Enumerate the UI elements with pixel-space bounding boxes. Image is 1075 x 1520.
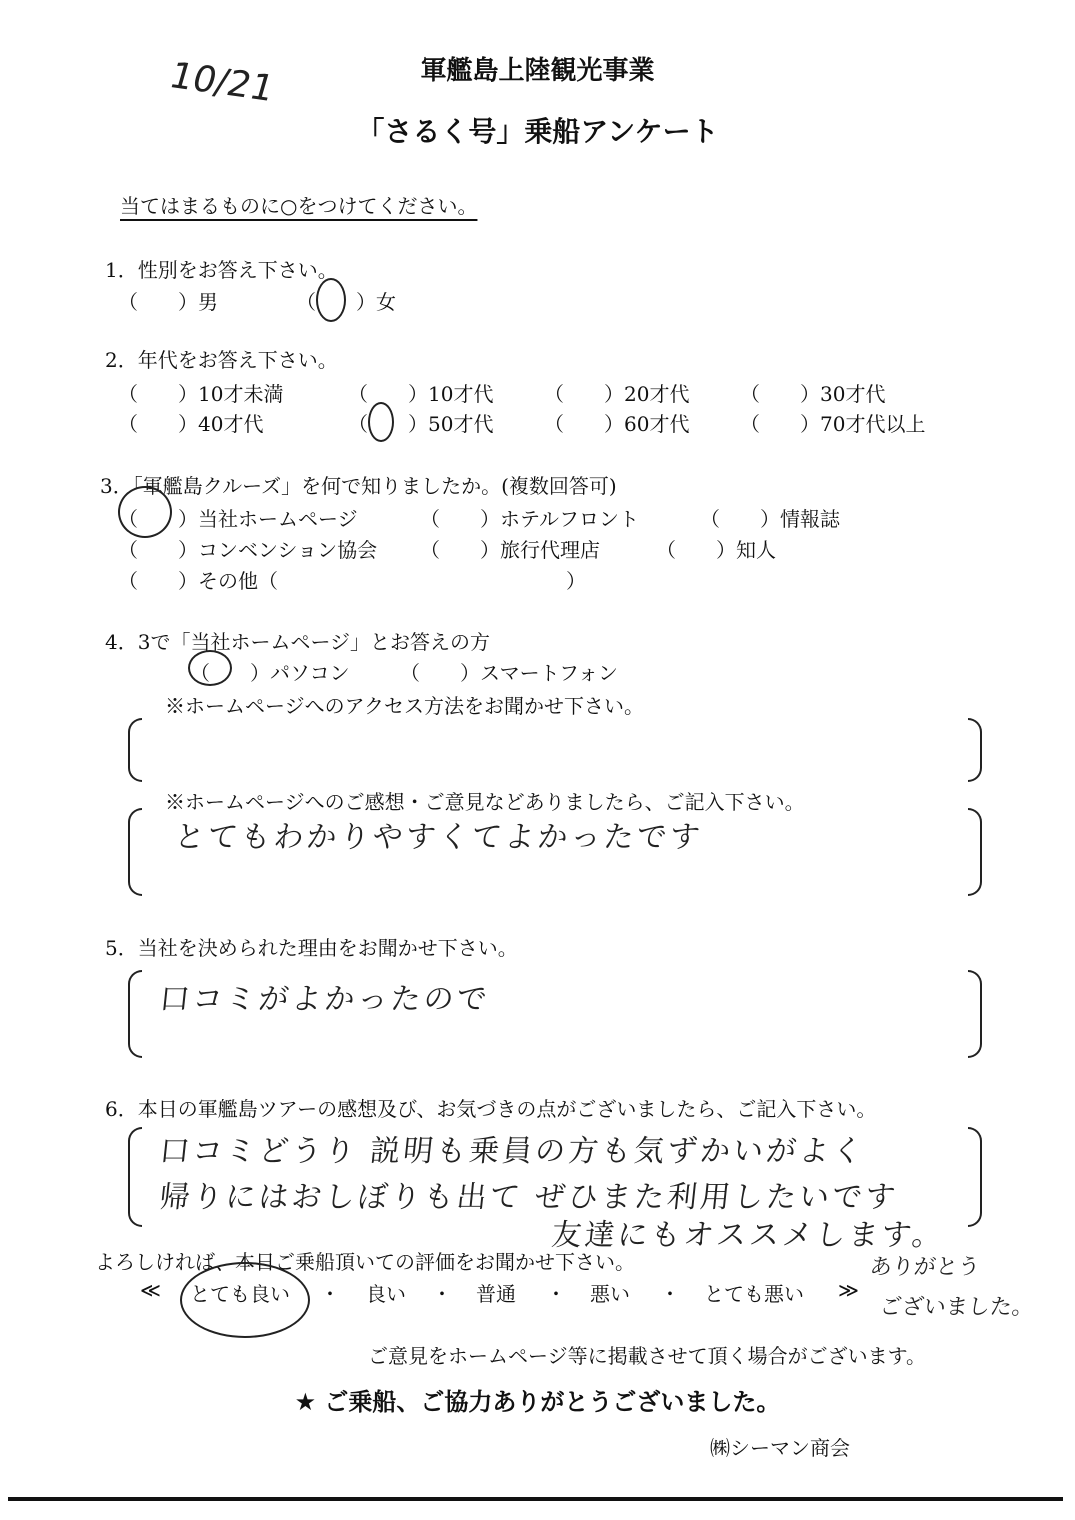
answer-circle-mark: [188, 650, 232, 686]
q6-question: 6．本日の軍艦島ツアーの感想及び、お気づきの点がございましたら、ご記入下さい。: [105, 1097, 877, 1121]
survey-subtitle: 「さるく号」乗船アンケート: [356, 115, 719, 148]
q4-feedback-prompt: ※ホームページへのご感想・ご意見などありましたら、ご記入下さい。: [165, 790, 805, 814]
q2-option-30s[interactable]: （ ）30才代: [740, 382, 886, 406]
footer-thanks: ★ ご乗船、ご協力ありがとうございました。: [294, 1388, 781, 1416]
company-name: ㈱シーマン商会: [710, 1436, 850, 1460]
handwritten-thanks: ありがとう: [868, 1255, 982, 1280]
q5-answer[interactable]: 口コミがよかったので: [157, 982, 492, 1017]
q3-option-homepage[interactable]: （ ）当社ホームページ: [118, 507, 358, 531]
q3-question: 3．「軍艦島クルーズ」を何で知りましたか。(複数回答可): [100, 474, 617, 498]
answer-box-left: [128, 970, 142, 1058]
q4-access-prompt: ※ホームページへのアクセス方法をお聞かせ下さい。: [165, 694, 644, 718]
q4-feedback-answer[interactable]: とてもわかりやすくてよかったです: [172, 820, 705, 855]
handwritten-thanks: ございました。: [878, 1295, 1036, 1320]
answer-box-left: [128, 718, 142, 782]
answer-circle-mark: [180, 1262, 310, 1338]
q1-option-male[interactable]: （ ）男: [118, 290, 218, 314]
rating-close-bracket: ≫: [838, 1278, 859, 1302]
q6-answer-line[interactable]: 帰りにはおしぼりも出て ぜひまた利用したいです: [157, 1180, 901, 1215]
q2-option-60s[interactable]: （ ）60才代: [544, 412, 690, 436]
answer-box-right: [968, 970, 982, 1058]
rating-separator: ・: [660, 1282, 680, 1306]
q3-option-other[interactable]: （ ）その他（: [118, 569, 278, 593]
q2-option-40s[interactable]: （ ）40才代: [118, 412, 264, 436]
answer-box-right: [968, 718, 982, 782]
q5-question: 5．当社を決められた理由をお聞かせ下さい。: [105, 936, 518, 960]
q3-option-acquaintance[interactable]: （ ）知人: [656, 538, 776, 562]
rating-option-very-good[interactable]: とても良い: [190, 1282, 290, 1306]
q2-option-20s[interactable]: （ ）20才代: [544, 382, 690, 406]
answer-circle-mark: [316, 278, 346, 322]
publication-notice: ご意見をホームページ等に掲載させて頂く場合がございます。: [368, 1344, 926, 1368]
q2-question: 2．年代をお答え下さい。: [105, 348, 338, 372]
answer-circle-mark: [118, 486, 172, 538]
answer-circle-mark: [368, 402, 394, 442]
rating-option-average[interactable]: 普通: [476, 1282, 516, 1306]
rating-prompt: よろしければ、本日ご乗船頂いての評価をお聞かせ下さい。: [95, 1250, 635, 1274]
q2-option-70plus[interactable]: （ ）70才代以上: [740, 412, 926, 436]
q1-option-female[interactable]: （ ）女: [296, 290, 396, 314]
answer-box-left: [128, 808, 142, 896]
q2-option-50s[interactable]: （ ）50才代: [348, 412, 494, 436]
bottom-rule: [8, 1497, 1063, 1501]
instruction-text: 当てはまるものに○をつけてください。: [120, 194, 478, 218]
q4-option-pc[interactable]: （ ）パソコン: [190, 661, 350, 685]
rating-separator: ・: [320, 1282, 340, 1306]
rating-option-bad[interactable]: 悪い: [590, 1282, 630, 1306]
q3-option-travel-agency[interactable]: （ ）旅行代理店: [420, 538, 600, 562]
q2-option-under10[interactable]: （ ）10才未満: [118, 382, 284, 406]
q4-question: 4．3で「当社ホームページ」とお答えの方: [105, 630, 491, 654]
handwritten-date: 10/21: [164, 55, 279, 110]
answer-box-right: [968, 808, 982, 896]
q2-option-10s[interactable]: （ ）10才代: [348, 382, 494, 406]
survey-title: 軍艦島上陸観光事業: [420, 56, 655, 86]
q3-other-close-paren: ）: [566, 569, 586, 593]
q6-answer-line[interactable]: 口コミどうり 説明も乗員の方も気ずかいがよく: [157, 1134, 868, 1169]
q6-answer-line[interactable]: 友達にもオススメします。: [549, 1218, 947, 1253]
q3-option-magazine[interactable]: （ ）情報誌: [700, 507, 840, 531]
q1-question: 1．性別をお答え下さい。: [105, 258, 338, 282]
rating-option-very-bad[interactable]: とても悪い: [704, 1282, 804, 1306]
rating-option-good[interactable]: 良い: [366, 1282, 406, 1306]
q3-option-hotel-front[interactable]: （ ）ホテルフロント: [420, 507, 639, 531]
answer-box-right: [968, 1127, 982, 1227]
rating-open-bracket: ≪: [140, 1278, 161, 1302]
rating-separator: ・: [546, 1282, 566, 1306]
q3-option-convention[interactable]: （ ）コンベンション協会: [118, 538, 378, 562]
rating-separator: ・: [432, 1282, 452, 1306]
q4-option-smartphone[interactable]: （ ）スマートフォン: [400, 661, 618, 685]
answer-box-left: [128, 1127, 142, 1227]
